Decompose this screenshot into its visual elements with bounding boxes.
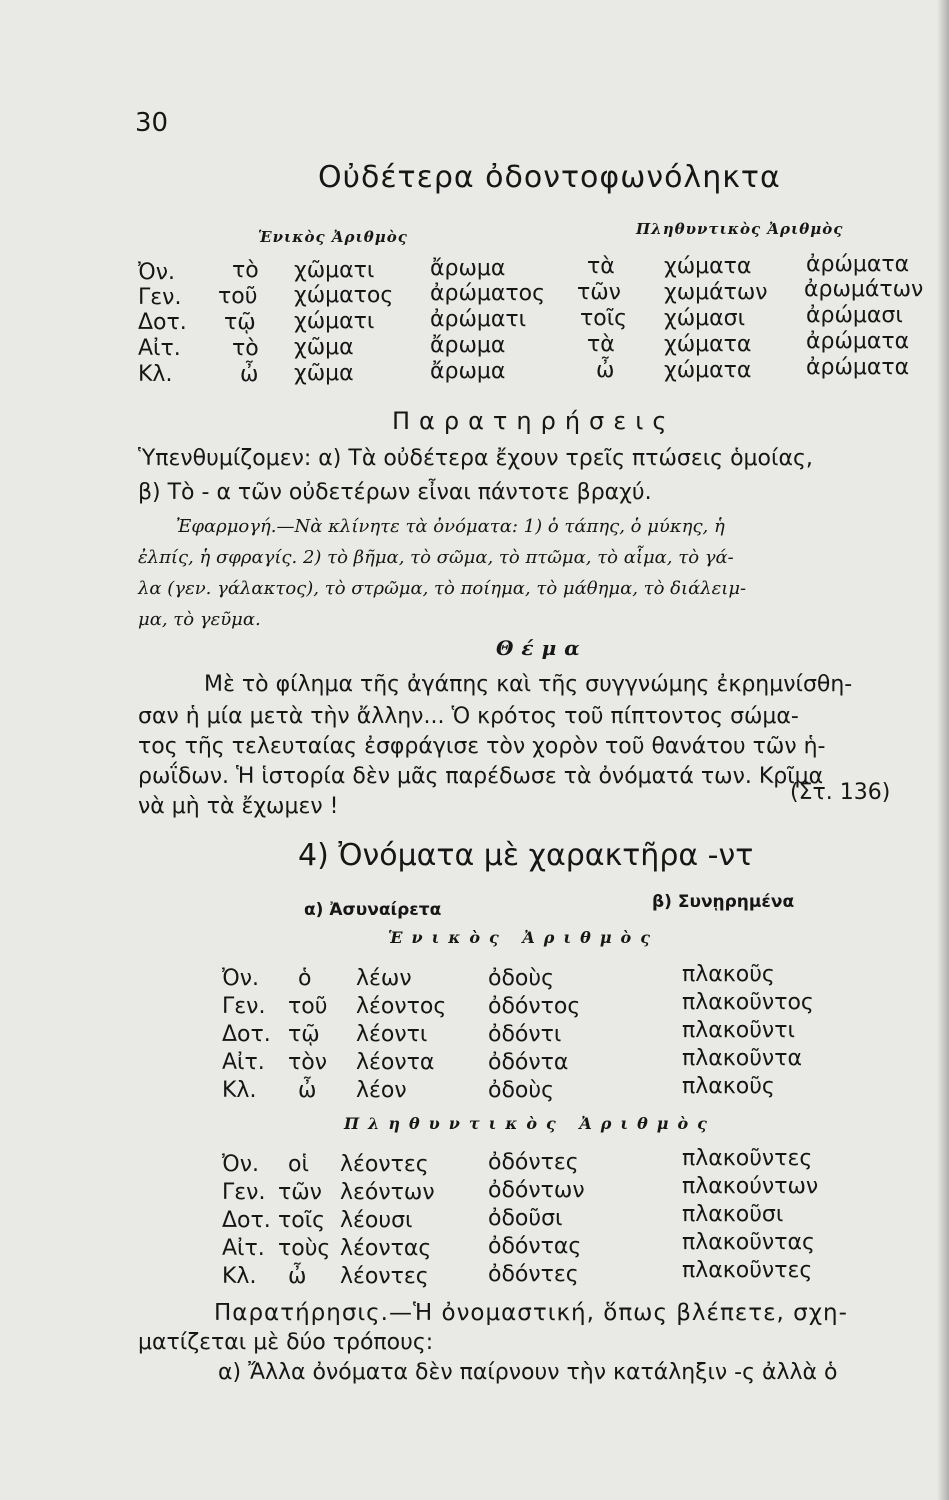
case-label: Αἰτ.	[138, 336, 181, 361]
case-label: Γεν.	[138, 285, 182, 310]
word-form: χωμάτων	[664, 280, 768, 305]
case-label: Κλ.	[138, 362, 173, 387]
page-number: 30	[135, 108, 169, 138]
word-form: πλακοῦντι	[682, 1018, 795, 1043]
word-form: χώματι	[294, 309, 375, 334]
word-form: πλακοῦς	[682, 962, 775, 987]
word-form: χώματα	[664, 358, 752, 383]
word-form: ἀρώματα	[806, 252, 910, 277]
subheading-b: β) Συνῃρημένα	[652, 892, 795, 912]
case-label: Ὀν.	[222, 966, 259, 991]
word-form: χῶματι	[294, 258, 375, 283]
article: τὸν	[288, 1050, 327, 1075]
article: ὦ	[596, 358, 615, 383]
theme-line: ρωΐδων. Ἡ ἱστορία δὲν μᾶς παρέδωσε τὰ ὀνόματά των. Κρῖμα	[138, 764, 824, 789]
final-note-line: ματίζεται μὲ δύο τρόπους:	[138, 1330, 434, 1355]
article: τῷ	[224, 310, 256, 335]
word-form: λέοντι	[356, 1022, 428, 1047]
case-label: Δοτ.	[222, 1208, 271, 1233]
subheading-a: α) Ἀσυναίρετα	[304, 900, 442, 920]
word-form: ὀδοὺς	[488, 966, 555, 991]
word-form: πλακοῦντες	[682, 1146, 813, 1171]
case-label: Ὀν.	[222, 1152, 259, 1177]
exercise-line: μα, τὸ γεῦμα.	[138, 609, 261, 630]
word-form: ὀδόντες	[488, 1150, 579, 1175]
word-form: ἀρωμάτων	[804, 277, 924, 302]
word-form: ἀρώματος	[430, 281, 546, 306]
theme-line: σαν ἡ μία μετὰ τὴν ἄλλην... Ὁ κρότος τοῦ πίπτοντος σώμα-	[138, 704, 799, 729]
word-form: ὀδόντων	[488, 1178, 585, 1203]
word-form: ἄρωμα	[430, 359, 506, 384]
case-label: Γεν.	[222, 994, 266, 1019]
word-form: λέον	[356, 1078, 407, 1103]
case-label: Ὀν.	[138, 260, 175, 285]
word-form: ὀδόντος	[488, 994, 581, 1019]
article: τοὺς	[278, 1236, 331, 1261]
case-label: Αἰτ.	[222, 1050, 265, 1075]
article: τοῖς	[278, 1208, 326, 1233]
theme-line: νὰ μὴ τὰ ἔχωμεν !	[138, 794, 339, 819]
word-form: χῶμα	[294, 335, 354, 360]
word-form: πλακοῦς	[682, 1074, 775, 1099]
observations-heading: Παρατηρήσεις	[392, 407, 676, 435]
page-title: Οὐδέτερα ὀδοντοφωνόληκτα	[318, 160, 781, 195]
word-form: πλακούντων	[682, 1174, 819, 1199]
article: τὸ	[232, 258, 259, 283]
page-edge-shadow	[937, 0, 949, 1500]
section-heading: 4) Ὀνόματα μὲ χαρακτῆρα -ντ	[298, 838, 754, 873]
case-label: Δοτ.	[138, 310, 187, 335]
observation-line: β) Τὸ - α τῶν οὐδετέρων εἶναι πάντοτε βραχύ.	[138, 480, 652, 505]
word-form: λέοντος	[356, 994, 447, 1019]
word-form: ἄρωμα	[430, 333, 506, 358]
word-form: λέοντες	[340, 1152, 429, 1177]
word-form: λέων	[356, 966, 412, 991]
article: τὸ	[232, 336, 259, 361]
table1-plural-heading: Πληθυντικὸς Ἀριθμὸς	[636, 220, 844, 238]
word-form: πλακοῦσι	[682, 1202, 784, 1227]
word-form: ἄρωμα	[430, 256, 506, 281]
word-form: λέοντα	[356, 1050, 435, 1075]
word-form: λέοντες	[340, 1264, 429, 1289]
theme-reference: (Στ. 136)	[790, 780, 891, 805]
word-form: χώμασι	[664, 306, 746, 331]
word-form: χώματα	[664, 332, 752, 357]
word-form: ἀρώματα	[806, 329, 910, 354]
word-form: πλακοῦντα	[682, 1046, 802, 1071]
article: τὰ	[587, 332, 615, 357]
article: τοῖς	[580, 306, 628, 331]
article: τῷ	[288, 1022, 320, 1047]
article: ὁ	[298, 966, 312, 991]
case-label: Γεν.	[222, 1180, 266, 1205]
case-label: Αἰτ.	[222, 1236, 265, 1261]
word-form: ἀρώμασι	[806, 303, 903, 328]
theme-line: τος τῆς τελευταίας ἐσφράγισε τὸν χορὸν τοῦ θανάτου τῶν ἡ-	[138, 734, 826, 759]
final-note-line: Παρατήρησις.—Ἡ ὀνομαστική, ὅπως βλέπετε, σχη-	[214, 1300, 848, 1326]
observation-line: Ὑπενθυμίζομεν: α) Τὰ οὐδέτερα ἔχουν τρεῖς πτώσεις ὁμοίας,	[138, 446, 813, 471]
word-form: ὀδόντας	[488, 1234, 582, 1259]
singular-heading: Ἑνικὸς Ἀριθμὸς	[388, 928, 659, 947]
article: τὰ	[587, 254, 615, 279]
word-form: χῶμα	[294, 361, 354, 386]
article: οἱ	[288, 1152, 309, 1177]
article: τῶν	[577, 280, 621, 305]
table1-singular-heading: Ἑνικὸς Ἀριθμὸς	[258, 228, 408, 246]
article: ὦ	[288, 1264, 307, 1289]
theme-line: Μὲ τὸ φίλημα τῆς ἀγάπης καὶ τῆς συγγνώμης ἐκρημνίσθη-	[204, 672, 853, 697]
case-label: Κλ.	[222, 1078, 257, 1103]
final-note-line: α) Ἄλλα ὀνόματα δὲν παίρνουν τὴν κατάληξιν -ς ἀλλὰ ὁ	[218, 1360, 838, 1385]
case-label: Κλ.	[222, 1264, 257, 1289]
word-form: πλακοῦντες	[682, 1258, 813, 1283]
article: ὦ	[240, 362, 259, 387]
word-form: πλακοῦντας	[682, 1230, 815, 1255]
word-form: χώματα	[664, 254, 752, 279]
plural-heading: Πληθυντικὸς Ἀριθμὸς	[344, 1114, 716, 1133]
word-form: ὀδόντι	[488, 1022, 562, 1047]
article: τοῦ	[288, 994, 328, 1019]
word-form: λεόντων	[340, 1180, 435, 1205]
article: τῶν	[278, 1180, 322, 1205]
article: ὦ	[298, 1078, 317, 1103]
word-form: ἀρώματι	[430, 307, 527, 332]
exercise-line: Ἐφαρμογή.—Νὰ κλίνητε τὰ ὀνόματα: 1) ὁ τάπης, ὁ μύκης, ἡ	[176, 516, 725, 537]
word-form: ὀδοὺς	[488, 1078, 555, 1103]
article: τοῦ	[218, 284, 258, 309]
exercise-line: ἐλπίς, ἡ σφραγίς. 2) τὸ βῆμα, τὸ σῶμα, τὸ πτῶμα, τὸ αἷμα, τὸ γά-	[138, 547, 734, 568]
word-form: λέουσι	[340, 1208, 413, 1233]
word-form: ἀρώματα	[806, 355, 910, 380]
word-form: πλακοῦντος	[682, 990, 814, 1015]
exercise-line: λα (γεν. γάλακτος), τὸ στρῶμα, τὸ ποίημα, τὸ μάθημα, τὸ διάλειμ-	[138, 578, 747, 599]
word-form: ὀδόντες	[488, 1262, 579, 1287]
theme-heading: Θέμα	[496, 636, 588, 660]
word-form: χώματος	[294, 283, 394, 308]
word-form: ὀδοῦσι	[488, 1206, 563, 1231]
word-form: λέοντας	[340, 1236, 432, 1261]
case-label: Δοτ.	[222, 1022, 271, 1047]
word-form: ὀδόντα	[488, 1050, 569, 1075]
